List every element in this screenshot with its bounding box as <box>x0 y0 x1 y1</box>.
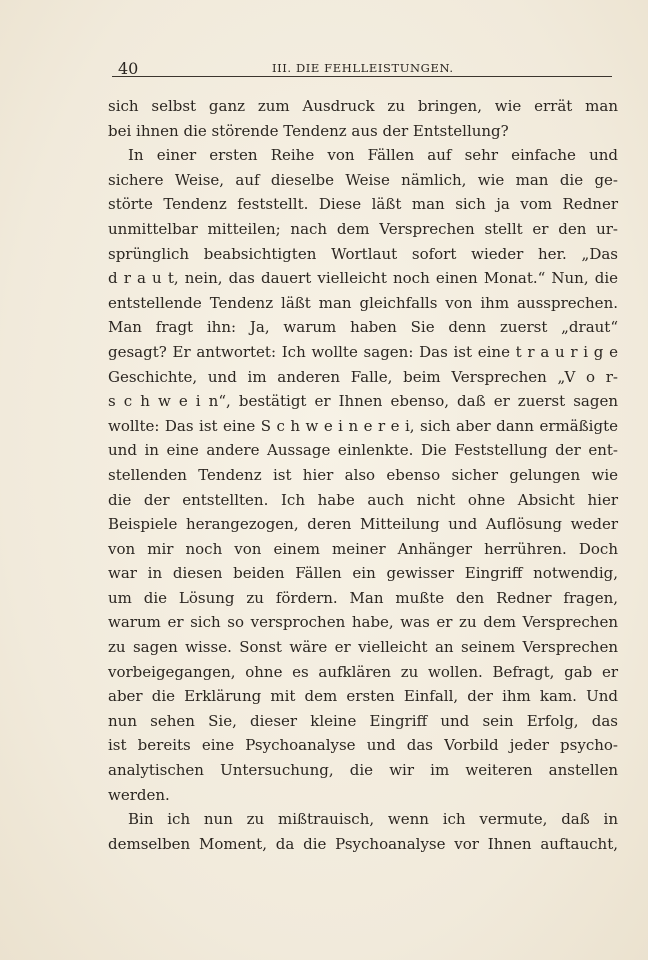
text-line: bei ihnen die störende Tendenz aus der Entstellung? <box>108 121 509 140</box>
text-line: Geschichte, und im anderen Falle, beim Versprechen „V o r- <box>108 367 618 386</box>
text-line: Beispiele herangezogen, deren Mitteilung und Auflösung weder <box>108 515 618 534</box>
text-line: von mir noch von einem meiner Anhänger herrühren. Doch <box>108 539 618 558</box>
text-line: entstellende Tendenz läßt man gleichfalls von ihm aussprechen. <box>108 293 618 312</box>
body-text <box>108 94 618 856</box>
text-line: vorbeigegangen, ohne es aufklären zu wollen. Befragt, gab er <box>108 662 618 681</box>
text-line: wollte: Das ist eine S c h w e i n e r e i, sich aber dann ermäßigte <box>108 416 618 435</box>
text-line: um die Lösung zu fördern. Man mußte den Redner fragen, <box>108 588 618 607</box>
text-line: sichere Weise, auf dieselbe Weise nämlich, wie man die ge- <box>108 170 618 189</box>
text-line: ist bereits eine Psychoanalyse und das Vorbild jeder psycho- <box>108 736 618 755</box>
text-line: werden. <box>108 785 170 804</box>
text-line: war in diesen beiden Fällen ein gewisser Eingriff notwendig, <box>108 564 618 583</box>
text-line: analytischen Untersuchung, die wir im weiteren anstellen <box>108 761 618 780</box>
text-line: nun sehen Sie, dieser kleine Eingriff und sein Erfolg, das <box>108 711 618 730</box>
text-line: Bin ich nun zu mißtrauisch, wenn ich vermute, daß in <box>128 810 618 829</box>
text-line: die der entstellten. Ich habe auch nicht ohne Absicht hier <box>108 490 618 509</box>
text-line: Man fragt ihn: Ja, warum haben Sie denn zuerst „draut“ <box>108 318 618 337</box>
text-line: unmittelbar mitteilen; nach dem Versprechen stellt er den ur- <box>108 219 618 238</box>
text-line: sich selbst ganz zum Ausdruck zu bringen, wie errät man <box>108 97 618 115</box>
text-line: d r a u t, nein, das dauert vielleicht noch einen Monat.“ Nun, die <box>108 269 618 288</box>
text-line: stellenden Tendenz ist hier also ebenso sicher gelungen wie <box>108 465 618 484</box>
running-head: III. DIE FEHLLEISTUNGEN. <box>272 61 454 75</box>
header-rule <box>112 76 612 77</box>
text-line: sprünglich beabsichtigten Wortlaut sofort wieder her. „Das <box>108 244 618 263</box>
page-number: 40 <box>118 59 139 78</box>
text-line: demselben Moment, da die Psychoanalyse vor Ihnen auftaucht, <box>108 834 618 853</box>
text-line: und in eine andere Aussage einlenkte. Die Feststellung der ent- <box>108 441 618 460</box>
text-line: warum er sich so versprochen habe, was er zu dem Versprechen <box>108 613 618 632</box>
text-line: s c h w e i n“, bestätigt er Ihnen ebenso, daß er zuerst sagen <box>108 392 618 411</box>
text-line: gesagt? Er antwortet: Ich wollte sagen: Das ist eine t r a u r i g e <box>108 342 618 361</box>
text-line: In einer ersten Reihe von Fällen auf sehr einfache und <box>128 146 618 165</box>
text-line: zu sagen wisse. Sonst wäre er vielleicht an seinem Versprechen <box>108 638 618 657</box>
text-line: aber die Erklärung mit dem ersten Einfall, der ihm kam. Und <box>108 687 618 706</box>
text-line: störte Tendenz feststellt. Diese läßt man sich ja vom Redner <box>108 195 618 214</box>
